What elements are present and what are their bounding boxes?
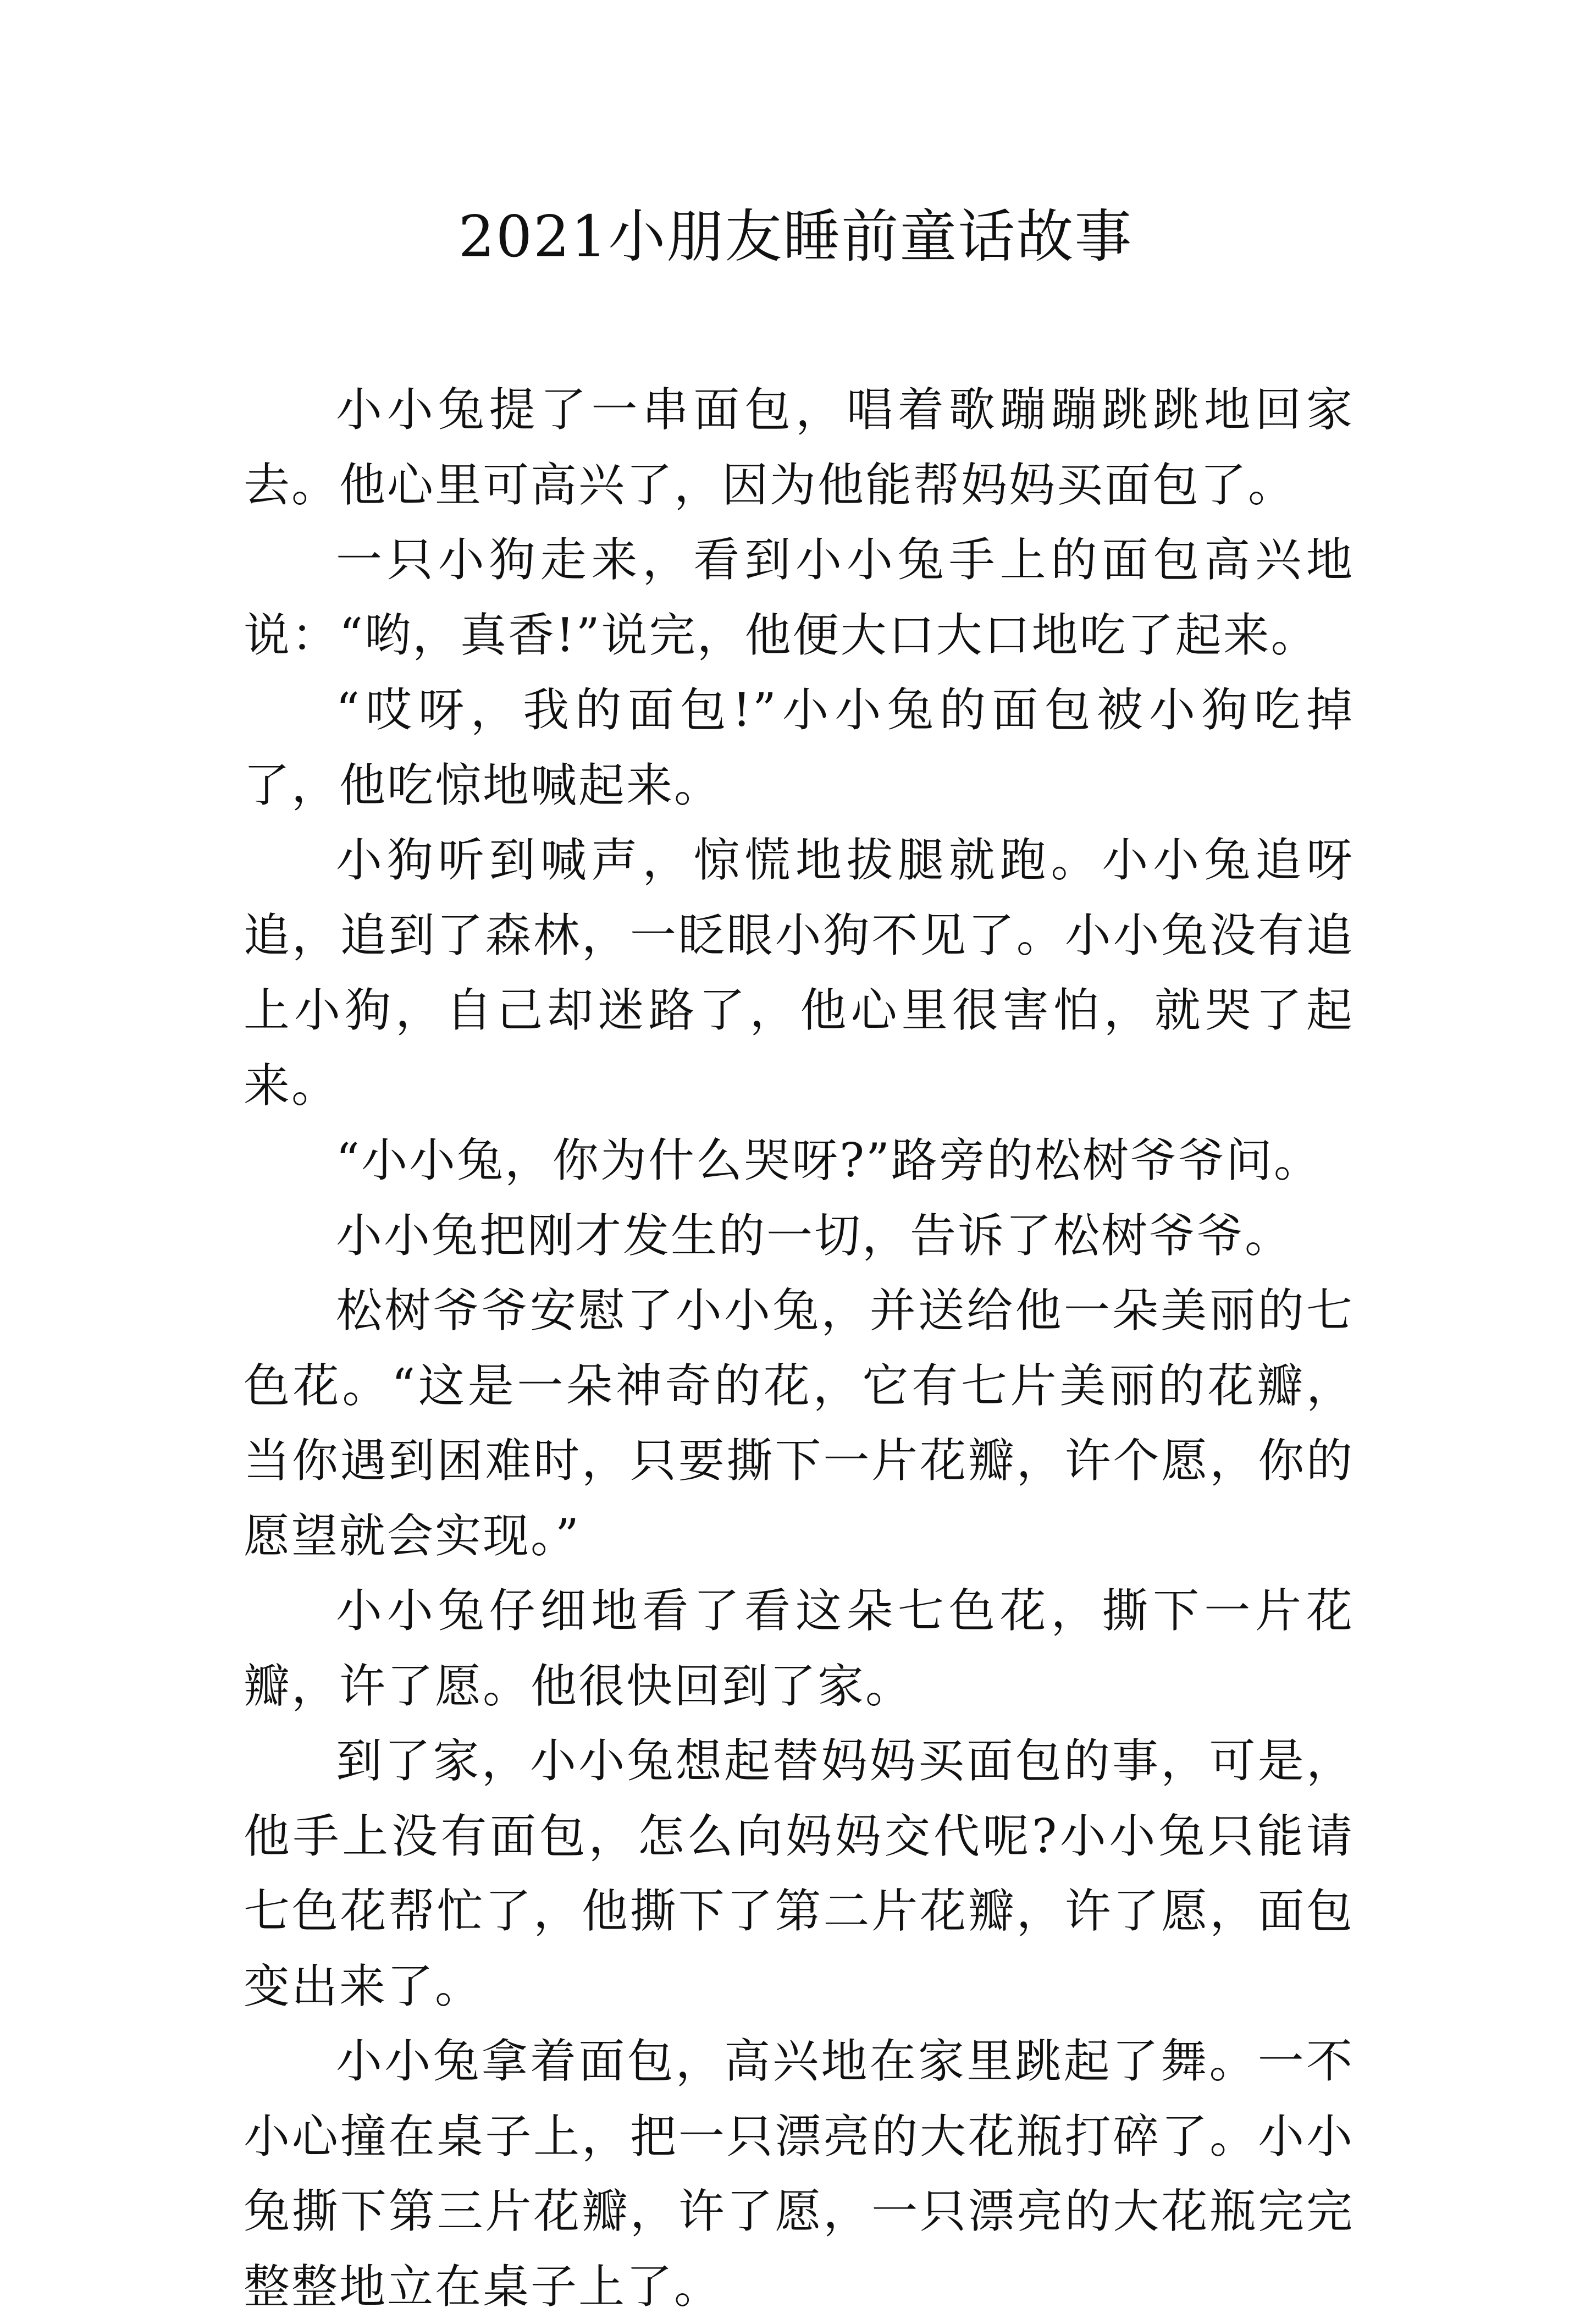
story-body [244,372,1354,2324]
paragraph: 一只小狗走来，看到小小兔手上的面包高兴地说：“哟，真香!”说完，他便大口大口地吃了起来。 [244,533,1354,662]
document-title: 2021小朋友睡前童话故事 [458,203,1133,270]
paragraph: 到了家，小小兔想起替妈妈买面包的事，可是，他手上没有面包，怎么向妈妈交代呢?小小兔只能请七色花帮忙了，他撕下了第二片花瓣，许了愿，面包变出来了。 [244,1734,1354,2013]
paragraph: 小小兔仔细地看了看这朵七色花，撕下一片花瓣，许了愿。他很快回到了家。 [244,1584,1354,1713]
paragraph: 小小兔提了一串面包，唱着歌蹦蹦跳跳地回家去。他心里可高兴了，因为他能帮妈妈买面包了。 [244,383,1354,512]
paragraph: “小小兔，你为什么哭呀?”路旁的松树爷爷问。 [336,1133,1322,1187]
paragraph: 小狗听到喊声，惊慌地拔腿就跑。小小兔追呀追，追到了森林，一眨眼小狗不见了。小小兔没有追上小狗，自己却迷路了，他心里很害怕，就哭了起来。 [244,833,1354,1113]
paragraph: “哎呀，我的面包!”小小兔的面包被小狗吃掉了，他吃惊地喊起来。 [244,683,1354,812]
paragraph: 小小兔拿着面包，高兴地在家里跳起了舞。一不小心撞在桌子上，把一只漂亮的大花瓶打碎了。小小兔撕下第三片花瓣，许了愿，一只漂亮的大花瓶完完整整地立在桌子上了。 [244,2034,1354,2314]
paragraph: 小小兔把刚才发生的一切，告诉了松树爷爷。 [336,1208,1293,1263]
paragraph: 松树爷爷安慰了小小兔，并送给他一朵美丽的七色花。“这是一朵神奇的花，它有七片美丽的花瓣，当你遇到困难时，只要撕下一片花瓣，许个愿，你的愿望就会实现。” [244,1284,1354,1563]
